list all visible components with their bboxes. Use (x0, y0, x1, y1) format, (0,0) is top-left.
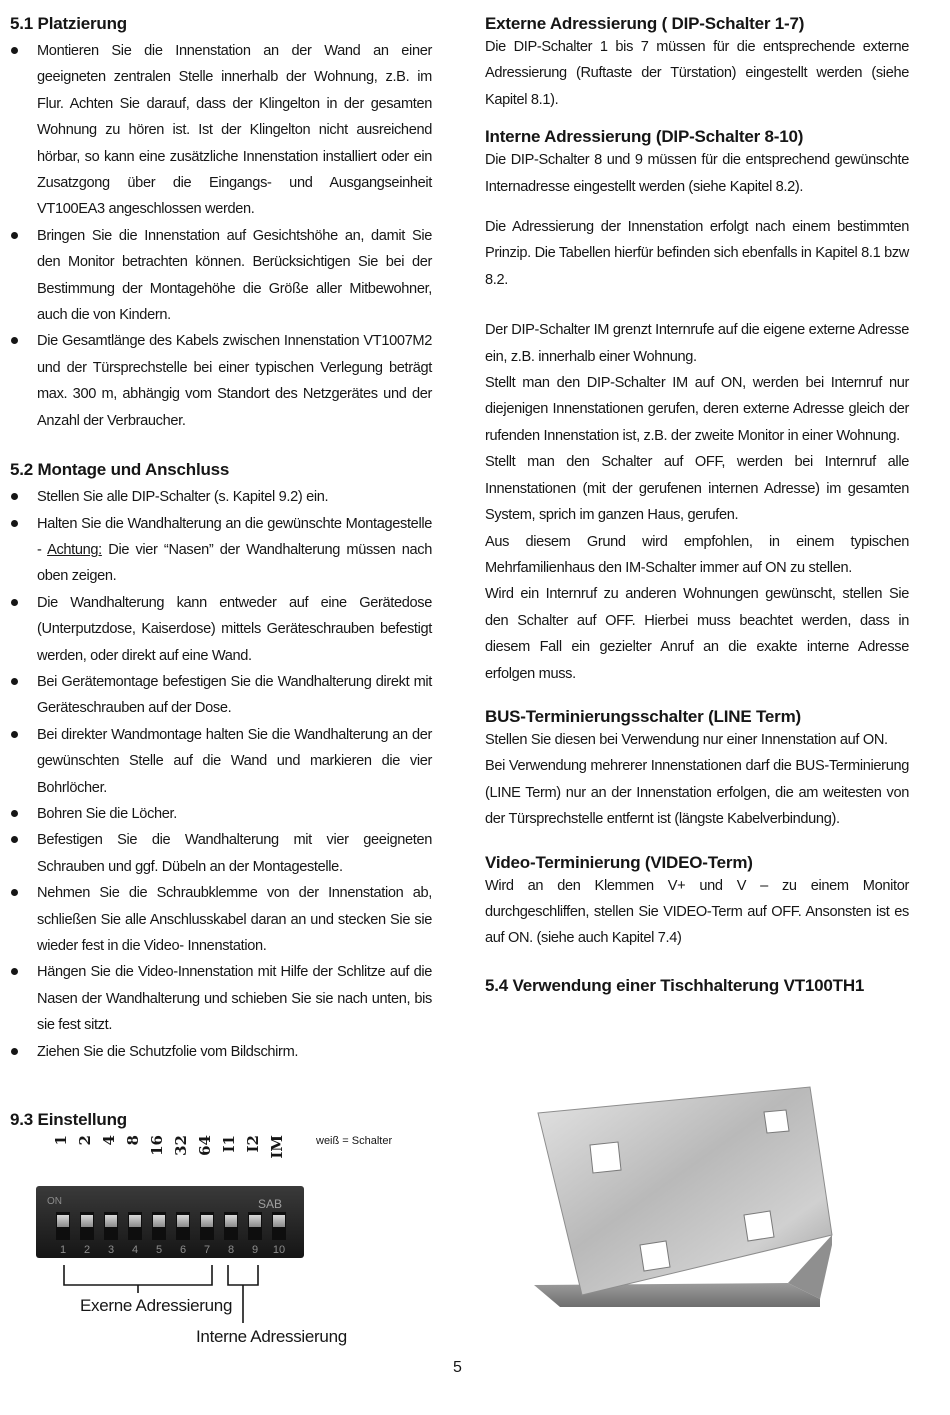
dip-label: 1 (52, 1135, 70, 1146)
list-item: Befestigen Sie die Wandhalterung mit vier geeigneten Schrauben und ggf. Dübeln an der Montagestelle. (10, 827, 432, 880)
dip-label: I2 (244, 1135, 262, 1153)
dip-switch-value-labels (48, 1135, 298, 1177)
left-column (10, 14, 432, 1065)
switch-2 (80, 1212, 94, 1240)
dip-label: 16 (148, 1135, 166, 1156)
list-item: Bei Gerätemontage befestigen Sie die Wandhalterung direkt mit Geräteschrauben auf der Dose. (10, 669, 432, 722)
switch-7 (200, 1212, 214, 1240)
list-item: Bei direkter Wandmontage halten Sie die Wandhalterung an der gewünschten Stelle auf die Wand und markieren die vier Bohrlöcher. (10, 722, 432, 801)
bus-termination-title: BUS-Terminierungsschalter (LINE Term) (485, 706, 801, 726)
internal-addressing-block (485, 127, 909, 200)
video-termination-block (485, 853, 909, 952)
address-brackets (55, 1265, 275, 1325)
im-paragraph: Wird ein Internruf zu anderen Wohnungen gewünscht, stellen Sie den Schalter auf OFF. Hierbei muss beachtet werden, dass in diesem Fall ein gezielter Anruf an die exakte interne Adresse erfolgen muss. (485, 586, 909, 682)
stand-plate (538, 1087, 832, 1295)
warning-word: Achtung: (47, 541, 102, 558)
external-addressing-title: Externe Adressierung ( DIP-Schalter 1-7) (485, 14, 805, 33)
dip-label: I1 (220, 1135, 238, 1153)
list-item: Die Gesamtlänge des Kabels zwischen Innenstation VT1007M2 und der Türsprechstelle bei einer typischen Verlegung beträgt max. 300 m, abhängig vom Standort des Netzgerätes und der Anzahl der Verbraucher. (10, 328, 432, 434)
external-addressing-label: Exerne Adressierung (80, 1296, 233, 1315)
list-item: Bringen Sie die Innenstation auf Gesichtshöhe an, damit Sie den Monitor betrachten können. Berücksichtigen Sie bei der Bestimmung der Montagehöhe die Größe aller Mitbewohner, auch die von Kindern. (10, 223, 432, 329)
dip-label: 2 (76, 1135, 94, 1146)
section-5-4-title: 5.4 Verwendung einer Tischhalterung VT100TH1 (485, 975, 865, 995)
list-item: Ziehen Sie die Schutzfolie vom Bildschirm. (10, 1039, 432, 1065)
external-addressing-block (485, 14, 909, 113)
section-9-3-title: 9.3 Einstellung (10, 1110, 127, 1129)
mount-hole (590, 1142, 621, 1173)
list-item: Montieren Sie die Innenstation an der Wand an einer geeigneten zentralen Stelle innerhalb der Wohnung, z.B. im Flur. Achten Sie darauf, dass der Klingelton in der gesamten Wohnung zu hören ist. Ist der Klingelton nicht ausreichend hörbar, so kann eine zusätzliche Innenstation installiert oder ein Zusatzgong über die Eingangs- und Ausgangseinheit VT100EA3 angeschlossen werden. (10, 38, 432, 223)
switch-4 (128, 1212, 142, 1240)
section-5-1-list (10, 38, 432, 434)
sab-label: SAB (258, 1197, 283, 1211)
external-bracket (64, 1265, 212, 1285)
video-termination-title: Video-Terminierung (VIDEO-Term) (485, 852, 753, 872)
im-paragraph: Aus diesem Grund wird empfohlen, in einem typischen Mehrfamilienhaus den IM-Schalter immer auf ON zu stellen. (485, 533, 909, 576)
bus-termination-paragraph: Bei Verwendung mehrerer Innenstationen darf die BUS-Terminierung (LINE Term) nur an der Innenstation erfolgen, die am weitesten von der Türsprechstelle entfernt ist (längste Kabelverbindung). (485, 758, 909, 828)
switch-10 (272, 1212, 286, 1240)
im-switch-block (485, 317, 909, 687)
section-5-2-title: 5.2 Montage und Anschluss (10, 460, 230, 480)
switch-1 (56, 1212, 70, 1240)
list-item: Die Wandhalterung kann entweder auf eine Gerätedose (Unterputzdose, Kaiserdose) mittels Geräteschrauben befestigt werden, oder direkt auf eine Wand. (10, 590, 432, 669)
switch-9 (248, 1212, 262, 1240)
switch-number: 9 (251, 1244, 259, 1256)
mount-hole (640, 1241, 670, 1271)
switch-number: 8 (227, 1244, 235, 1256)
switch-3 (104, 1212, 118, 1240)
switch-number: 3 (107, 1244, 115, 1256)
external-addressing-text: Die DIP-Schalter 1 bis 7 müssen für die entsprechende externe Adressierung (Ruftaste der Türstation) eingestellt werden (siehe Kapitel 8.1). (485, 39, 909, 108)
list-item-text: Die vier “Nasen” der Wandhalterung müssen nach oben zeigen. (37, 541, 432, 585)
switch-6 (176, 1212, 190, 1240)
dip-label: 32 (172, 1135, 190, 1156)
dip-label: 64 (196, 1135, 214, 1156)
im-paragraph: Der DIP-Schalter IM grenzt Internrufe auf die eigene externe Adresse ein, z.B. innerhalb einer Wohnung. (485, 322, 909, 365)
internal-bracket (228, 1265, 258, 1285)
switch-8 (224, 1212, 238, 1240)
mount-hole (744, 1211, 774, 1241)
bus-termination-block (485, 707, 909, 833)
dip-label: 8 (124, 1135, 142, 1146)
internal-addressing-label: Interne Adressierung (196, 1327, 347, 1346)
bus-termination-paragraph: Stellen Sie diesen bei Verwendung nur einer Innenstation auf ON. (485, 731, 888, 748)
im-paragraph: Stellt man den DIP-Schalter IM auf ON, werden bei Internruf nur diejenigen Innenstationen gerufen, deren externe Adresse gleich der rufenden Innenstation ist, z.B. der zweite Monitor in einer Wohnung. (485, 375, 909, 444)
section-5-2-list (10, 484, 432, 1065)
addressing-principle-text: Die Adressierung der Innenstation erfolgt nach einem bestimmten Prinzip. Die Tabellen hierfür befinden sich ebenfalls in Kapitel 8.1 bzw 8.2. (485, 219, 909, 288)
section-5-1-title: 5.1 Platzierung (10, 14, 127, 33)
switch-number: 10 (272, 1244, 286, 1256)
switch-number: 4 (131, 1244, 139, 1256)
list-item: Bohren Sie die Löcher. (10, 801, 432, 827)
stand-foot (534, 1283, 820, 1307)
list-item (10, 511, 432, 590)
list-item: Hängen Sie die Video-Innenstation mit Hilfe der Schlitze auf die Nasen der Wandhalterung und schieben Sie sie nach unten, bis sie fest sitzt. (10, 959, 432, 1038)
list-item: Nehmen Sie die Schraubklemme von der Innenstation ab, schließen Sie alle Anschlusskabel daran an und stecken Sie sie wieder fest in die Video- Innenstation. (10, 880, 432, 959)
internal-addressing-text: Die DIP-Schalter 8 und 9 müssen für die entsprechend gewünschte Internadresse eingestellt werden (siehe Kapitel 8.2). (485, 152, 909, 195)
table-stand-image (520, 1085, 840, 1325)
dip-label: 4 (100, 1135, 118, 1146)
im-paragraph: Stellt man den Schalter auf OFF, werden bei Internruf alle Innenstationen (mit der gerufenen internen Adresse) im gesamten System, sprich im ganzen Haus, gerufen. (485, 454, 909, 524)
list-item: Stellen Sie alle DIP-Schalter (s. Kapitel 9.2) ein. (10, 484, 432, 510)
dip-switch-block (36, 1186, 304, 1258)
video-termination-text: Wird an den Klemmen V+ und V – zu einem Monitor durchgeschliffen, stellen Sie VIDEO-Term auf OFF. Ansonsten ist es auf ON. (siehe auch Kapitel 7.4) (485, 877, 909, 947)
switch-number: 7 (203, 1244, 211, 1256)
switch-number: 1 (59, 1244, 67, 1256)
right-column (485, 14, 909, 1000)
switch-number: 2 (83, 1244, 91, 1256)
on-label: ON (47, 1196, 62, 1207)
dip-label: IM (268, 1135, 286, 1159)
internal-addressing-title: Interne Adressierung (DIP-Schalter 8-10) (485, 127, 804, 147)
legend-note: weiß = Schalter (316, 1135, 393, 1147)
list-item-text: Halten Sie die Wandhalterung an die gewünschte Montagestelle - (37, 515, 432, 558)
switch-5 (152, 1212, 166, 1240)
switch-number: 5 (155, 1244, 163, 1256)
page-number: 5 (453, 1359, 462, 1376)
switch-number: 6 (179, 1244, 187, 1256)
mount-hole (764, 1110, 789, 1133)
